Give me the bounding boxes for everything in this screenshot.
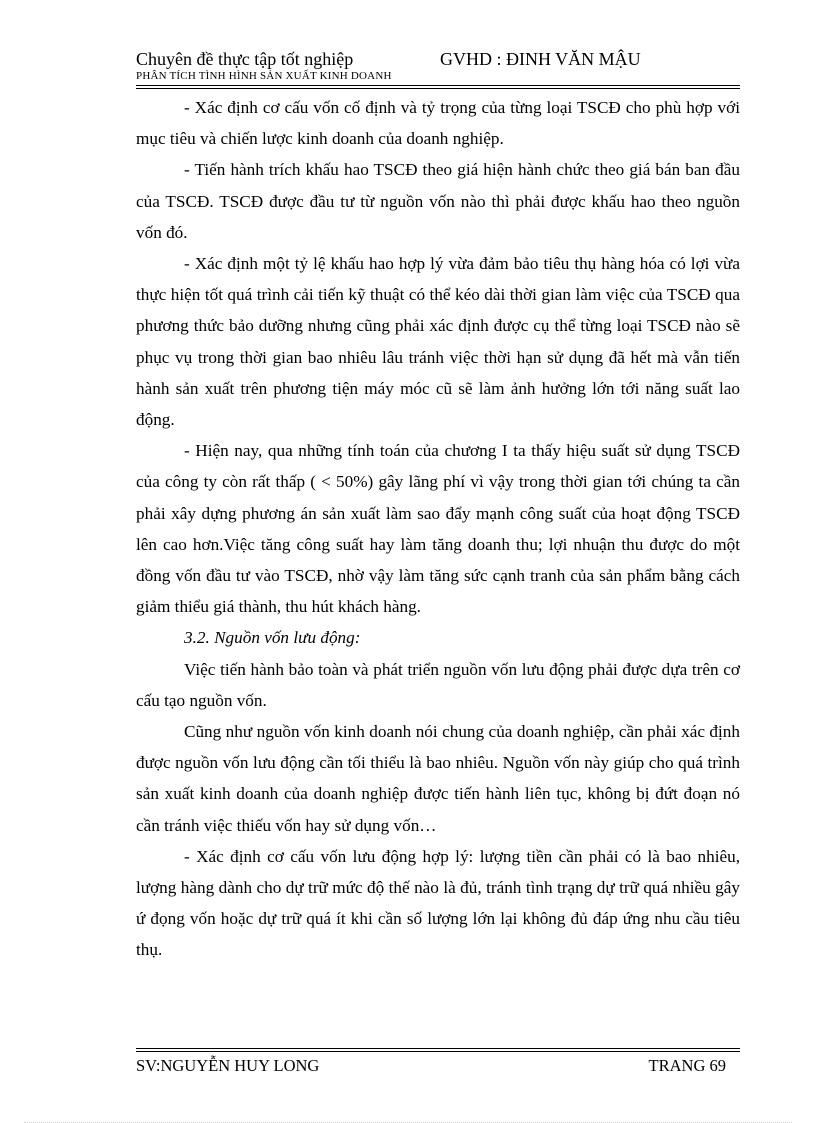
footer-page-number: TRANG 69: [648, 1056, 726, 1075]
header-subtitle: PHÂN TÍCH TÌNH HÌNH SẢN XUẤT KINH DOANH: [136, 70, 392, 82]
paragraph: - Xác định một tỷ lệ khấu hao hợp lý vừa đảm bảo tiêu thụ hàng hóa có lợi vừa thực hiện tốt quá trình cải tiến kỹ thuật có thể kéo dài thời gian làm việc của TSCĐ qua phương thức bảo dưỡng nhưng cũng phải xác định được cụ thể từng loại TSCĐ nào sẽ phục vụ trong thời gian bao nhiêu lâu tránh việc thời hạn sử dụng đã hết mà vẫn tiến hành sản xuất trên phương tiện máy móc cũ sẽ làm ảnh hưởng lớn tới năng suất lao động.: [136, 254, 740, 430]
footer-student-name: SV:NGUYỄN HUY LONG: [136, 1056, 320, 1075]
header-divider-thin: [136, 88, 740, 89]
paragraph: Việc tiến hành bảo toàn và phát triển nguồn vốn lưu động phải được dựa trên cơ cấu tạo nguồn vốn.: [136, 659, 740, 710]
body-text: [136, 92, 740, 966]
paragraph: Cũng như nguồn vốn kinh doanh nói chung của doanh nghiệp, cần phải xác định được nguồn vốn lưu động cần tối thiểu là bao nhiêu. Nguồn vốn này giúp cho quá trình sản xuất kinh doanh của doanh nghiệp được tiến hành liên tục, không bị đứt đoạn nó cần tránh việc thiếu vốn hay sử dụng vốn…: [136, 722, 740, 835]
header-title: Chuyên đề thực tập tốt nghiệp: [136, 49, 354, 69]
paragraph: - Xác định cơ cấu vốn lưu động hợp lý: lượng tiền cần phải có là bao nhiêu, lượng hàng dành cho dự trữ mức độ thế nào là đủ, tránh tình trạng dự trữ quá nhiều gây ứ đọng vốn hoặc dự trữ quá ít khi cần số lượng lớn lại không đủ đáp ứng nhu cầu tiêu thụ.: [136, 846, 740, 960]
footer-divider-second: [136, 1051, 740, 1052]
page-footer: [136, 1055, 726, 1077]
header-divider: [136, 85, 740, 86]
paragraph: - Xác định cơ cấu vốn cố định và tỷ trọng của từng loại TSCĐ cho phù hợp với mục tiêu và chiến lược kinh doanh của doanh nghiệp.: [136, 98, 740, 149]
header-advisor: GVHD : ĐINH VĂN MẬU: [440, 49, 641, 69]
page-header: [136, 48, 740, 83]
paragraph: - Hiện nay, qua những tính toán của chương I ta thấy hiệu suất sử dụng TSCĐ của công ty còn rất thấp ( < 50%) gây lãng phí vì vậy trong thời gian tới chúng ta cần phải xây dựng phương án sản xuất làm sao đẩy mạnh công suất của hoạt động TSCĐ lên cao hơn.Việc tăng công suất hay làm tăng doanh thu; lợi nhuận thu được do một đồng vốn đầu tư vào TSCĐ, nhờ vậy làm tăng sức cạnh tranh của sản phẩm bằng cách giảm thiểu giá thành, thu hút khách hàng.: [136, 441, 740, 617]
section-heading: 3.2. Nguồn vốn lưu động:: [184, 628, 361, 648]
paragraph: - Tiến hành trích khấu hao TSCĐ theo giá hiện hành chức theo giá bán ban đầu của TSCĐ. TSCĐ được đầu tư từ nguồn vốn nào thì phải được khấu hao theo nguồn vốn đó.: [136, 160, 740, 242]
footer-divider: [136, 1048, 740, 1049]
